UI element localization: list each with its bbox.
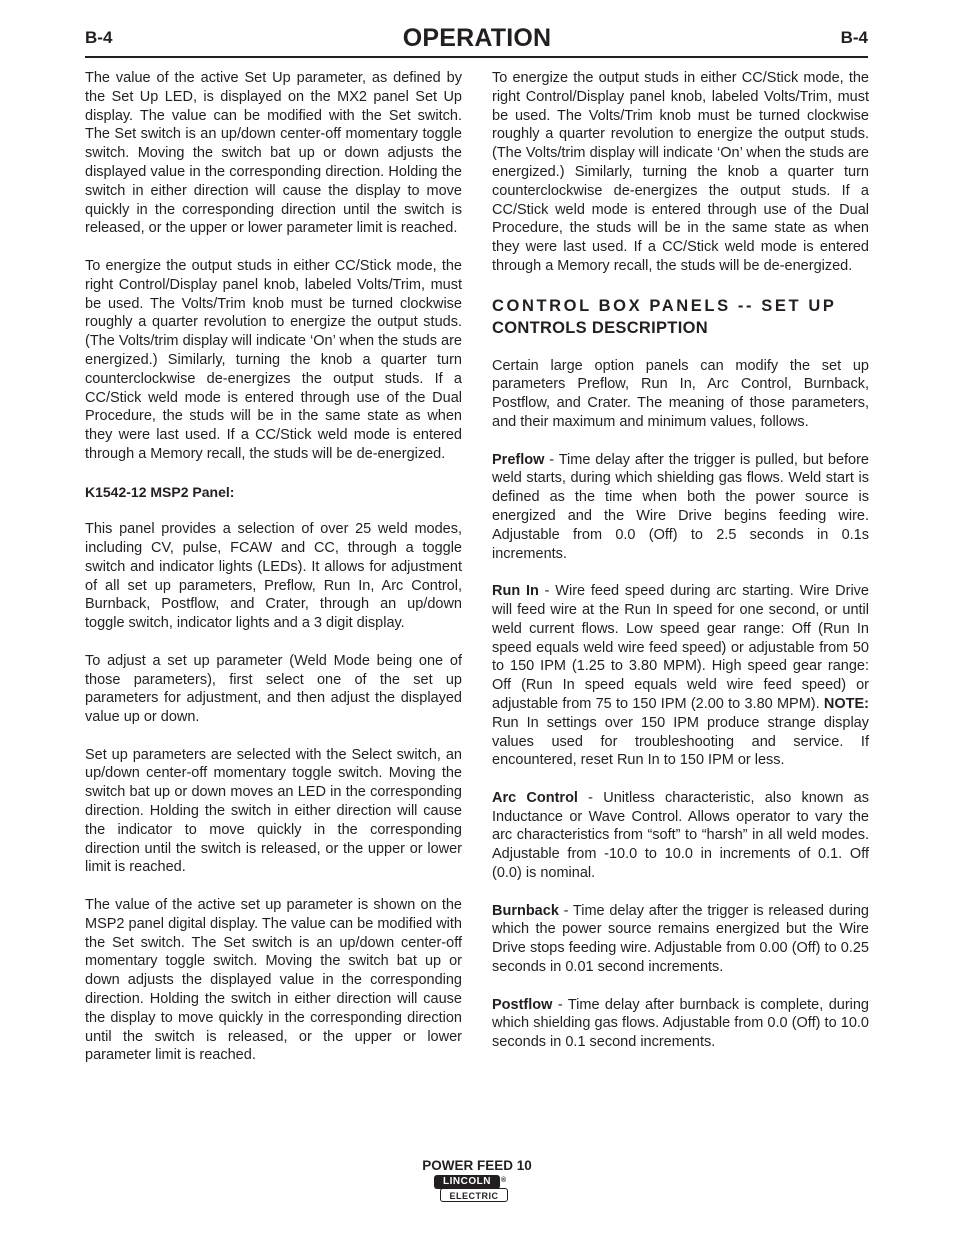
paragraph-mx2-set-up: The value of the active Set Up parameter, as defined by the Set Up LED, is displayed on the MX2 panel Set Up display. The value can be modified with the Set switch. The Set switch is an up/down center-off momentary toggle switch. Moving the switch bat up or down adjusts the displayed value in the corresponding direction. Holding the switch in either direction will cause the display to move quickly in the corresponding direction until the switch is released, or the upper or lower parameter limit is reached. — [85, 70, 462, 237]
burnback-description: - Time delay after the trigger is released during which the power source remains energized but the Wire Drive stops feeding wire. Adjustable from 0.00 (Off) to 0.25 seconds in 0.01 second increments. — [492, 902, 869, 976]
paragraph-adjust-parameter: To adjust a set up parameter (Weld Mode being one of those parameters), first select one of the set up parameters for adjustment, and then adjust the displayed value up or down. — [85, 652, 462, 726]
arc-control-description: - Unitless characteristic, also known as Inductance or Wave Control. Allows operator to vary the arc characteristics from “soft” to “harsh” in all weld modes. Adjustable from -10.0 to 10.0 in increments of 0.1. Off (0.0) is nominal. — [492, 789, 870, 882]
note-label: NOTE: — [823, 695, 869, 712]
paragraph-msp2-display: The value of the active set up parameter is shown on the MSP2 panel digital display. The value can be modified with the Set switch. The Set switch is an up/down center-off momentary toggle switch. Moving the switch bat up or down adjusts the displayed value in the corresponding direction. Holding the switch in either direction will cause the display to move quickly in the corresponding direction until the switch is released, or the upper or lower parameter limit is reached. — [85, 897, 462, 1064]
term-run-in: Run In — [492, 583, 539, 600]
section-heading-line1: CONTROL BOX PANELS -- SET UP — [492, 296, 837, 315]
right-column — [492, 69, 869, 1071]
page-title: OPERATION — [402, 24, 552, 52]
logo-bottom-text: ELECTRIC — [440, 1188, 508, 1202]
paragraph-energize-studs-right: To energize the output studs in either CC/Stick mode, the right Control/Display panel knob, labeled Volts/Trim, must be used. The Volts/Trim knob must be turned clockwise roughly a quarter revolution to energize the output studs. (The Volts/trim display will indicate ‘On’ when the studs are energized.) Similarly, turning the knob a quarter turn counterclockwise de-energizes the output studs. If a CC/Stick weld mode is entered through use of the Dual Procedure, the studs will be in the same state as when they were last used. If a CC/Stick weld mode is entered through a Memory recall, the studs will be de-energized. — [492, 70, 869, 274]
term-preflow: Preflow — [492, 451, 545, 468]
lincoln-electric-logo — [432, 1175, 510, 1205]
run-in-note: Run In settings over 150 IPM produce strange display values used for troubleshooting and service. If encountered, reset Run In to 150 IPM or less. — [492, 714, 869, 769]
page-number-right: B-4 — [840, 28, 868, 47]
paragraph-option-panels: Certain large option panels can modify the set up parameters Preflow, Run In, Arc Control, Burnback, Postflow, and Crater. The meaning of those parameters, and their maximum and minimum values, follows. — [492, 357, 869, 430]
paragraph-select-switch: Set up parameters are selected with the Select switch, an up/down center-off momentary toggle switch. Moving the switch bat up or down moves an LED in the corresponding direction. Holding the switch in either direction will cause the indicator to move quickly in the corresponding direction until the switch is released, or the upper or lower limit is reached. — [85, 746, 462, 876]
preflow-description: - Time delay after the trigger is pulled, but before weld starts, during which shielding gas flows. Weld start is defined as the time when both the power source is energized and the Wire Drive begins feeding wire. Adjustable from 0.0 (Off) to 2.5 seconds in 0.1s increments. — [492, 451, 869, 562]
run-in-description: - Wire feed speed during arc starting. Wire Drive will feed wire at the Run In speed for one second, or until weld current flows. Low speed gear range: Off (Run In speed equals weld wire feed speed) or adjustable from 50 to 150 IPM (1.25 to 3.80 MPM). High speed gear range: Off (Run In speed equals weld wire feed speed) or adjustable from 75 to 150 IPM (2.00 to 3.80 MPM). — [492, 583, 870, 712]
term-burnback: Burnback — [492, 902, 559, 919]
paragraph-preflow — [492, 451, 869, 564]
footer-model-name: POWER FEED 10 — [422, 1158, 532, 1173]
postflow-description: - Time delay after burnback is complete, during which shielding gas flows. Adjustable from 0.0 (Off) to 10.0 seconds in 0.1 second increments. — [492, 996, 869, 1051]
page-number-left: B-4 — [85, 28, 113, 47]
section-heading-line2: CONTROLS DESCRIPTION — [492, 318, 708, 337]
registered-mark: ® — [501, 1177, 507, 1184]
logo-top-text: LINCOLN — [434, 1175, 500, 1189]
paragraph-run-in — [492, 582, 869, 770]
paragraph-burnback — [492, 902, 869, 977]
msp2-panel-subheading: K1542-12 MSP2 Panel: — [85, 483, 235, 500]
left-column — [85, 69, 462, 1084]
term-postflow: Postflow — [492, 996, 553, 1013]
header-rule — [85, 56, 868, 58]
section-heading — [492, 295, 869, 339]
paragraph-energize-studs: To energize the output studs in either CC/Stick mode, the right Control/Display panel knob, labeled Volts/Trim, must be used. The Volts/Trim knob must be turned clockwise roughly a quarter revolution to energize the output studs. (The Volts/trim display will indicate ‘On’ when the studs are energized.) Similarly, turning the knob a quarter turn counterclockwise de-energizes the output studs. If a CC/Stick weld mode is entered through use of the Dual Procedure, the studs will be in the same state as when they were last used. If a CC/Stick weld mode is entered through a Memory recall, the studs will be de-energized. — [85, 257, 462, 462]
term-arc-control: Arc Control — [492, 789, 578, 806]
paragraph-msp2-overview: This panel provides a selection of over 25 weld modes, including CV, pulse, FCAW and CC, through a toggle switch and indicator lights (LEDs). It allows for adjustment of all set up parameters, Preflow, Run In, Arc Control, Burnback, Postflow, and Crater, through an up/down toggle switch, indicator lights and a 3 digit display. — [85, 521, 462, 632]
paragraph-arc-control — [492, 789, 869, 883]
paragraph-postflow — [492, 996, 869, 1052]
